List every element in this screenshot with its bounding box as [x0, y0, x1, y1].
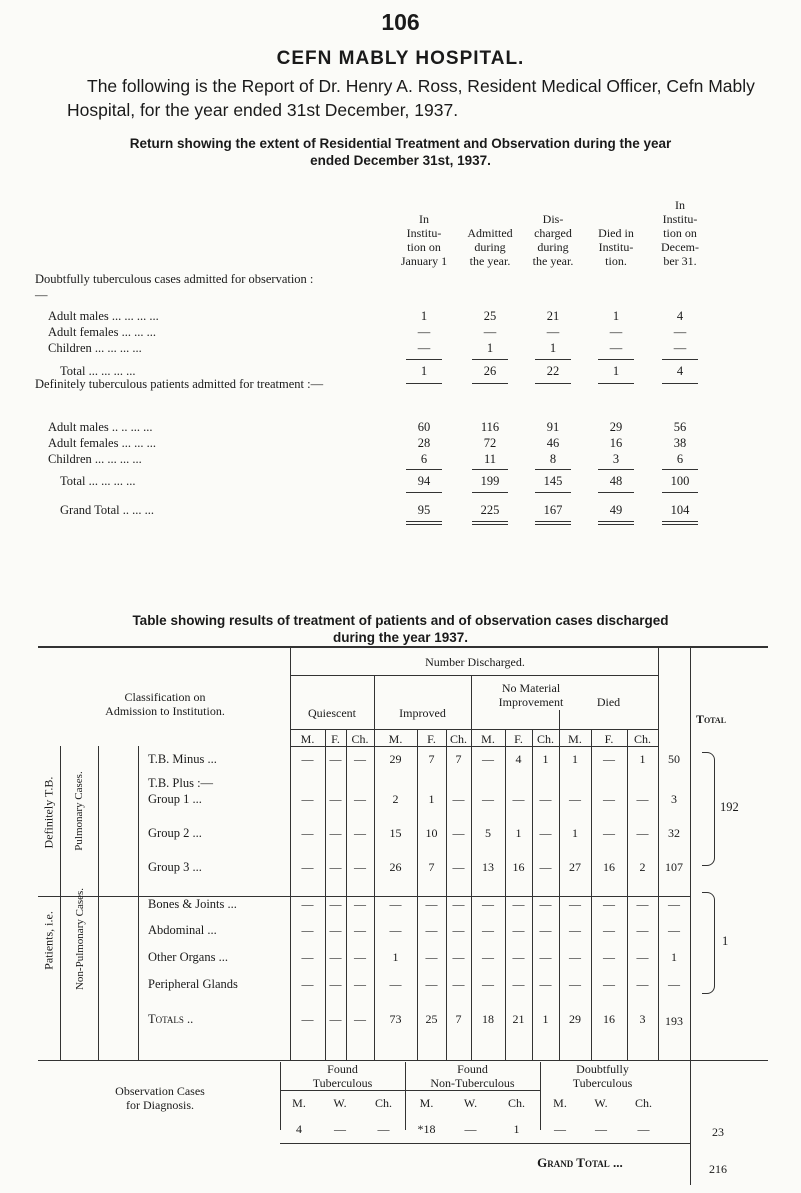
definite-row-label: Adult males .. .. ... ... [48, 420, 153, 434]
row-value: — [539, 977, 552, 991]
return-col-header: Dis- charged during the year. [532, 212, 574, 268]
row-value: — [539, 860, 552, 874]
row-value: — [512, 950, 525, 964]
totals-value: 18 [482, 1012, 494, 1026]
row-value: — [354, 923, 366, 937]
definite-row-value: 38 [673, 436, 687, 450]
definite-row-value: 16 [609, 436, 623, 450]
return-title: Return showing the extent of Residential Treatment and Observation during the year ended December 31st, 1937. [129, 136, 672, 168]
rule [662, 492, 698, 493]
pulmonary-cases-label: Pulmonary Cases. [73, 771, 85, 851]
definite-total-value: 100 [670, 474, 690, 488]
definite-total-value: 94 [417, 474, 431, 488]
quiescent-header: Quiescent [308, 706, 356, 720]
doubtful-row-label: Adult males ... ... ... ... [48, 309, 159, 323]
obs-sub-header: Ch. [634, 1096, 652, 1110]
totals-value: 7 [455, 1012, 462, 1026]
row-label: T.B. Minus ... [148, 752, 217, 766]
row-value: — [603, 792, 615, 806]
row-value: — [329, 860, 342, 874]
row-value: — [425, 977, 438, 991]
row-value: 2 [392, 792, 399, 806]
row-value: — [452, 977, 465, 991]
sub-header: M. [568, 732, 582, 746]
row-label: Group 3 ... [148, 860, 202, 874]
grid-line [38, 1060, 768, 1061]
row-value: — [482, 977, 494, 991]
doubtful-row-value: — [673, 325, 687, 339]
totals-value: 29 [569, 1012, 581, 1026]
row-value: — [539, 897, 552, 911]
row-value: — [603, 897, 615, 911]
grid-line [290, 675, 658, 676]
row-value: — [569, 950, 581, 964]
rule [662, 359, 698, 360]
row-value: — [389, 897, 402, 911]
row-value: 16 [512, 860, 525, 874]
sub-header: F. [514, 732, 523, 746]
nonpulmonary-sum: 1 [722, 934, 729, 948]
row-value: — [329, 897, 342, 911]
row-value: 5 [485, 826, 491, 840]
totals-value: 21 [512, 1012, 525, 1026]
doubtful-row-value: 1 [486, 341, 494, 355]
definite-row-value: 28 [417, 436, 431, 450]
sub-header: Ch. [351, 732, 369, 746]
found-tb-header: Tuberculous [312, 1076, 373, 1090]
found-non-header: Non-Tuberculous [430, 1076, 515, 1090]
row-value: — [329, 950, 342, 964]
definite-row-value: 6 [676, 452, 684, 466]
obs-value: *18 [417, 1122, 436, 1136]
row-value: — [539, 792, 552, 806]
doubtful-row-value: 1 [420, 309, 428, 323]
grid-line [280, 1143, 690, 1144]
row-value: — [452, 923, 465, 937]
doubtful-row-value: 25 [483, 309, 497, 323]
rule [535, 492, 571, 493]
no-material-header: Improvement [498, 695, 564, 709]
obs-value: — [464, 1122, 477, 1136]
row-value: — [354, 826, 366, 840]
row-value: — [603, 826, 615, 840]
row-value: — [452, 826, 465, 840]
row-value: 26 [389, 860, 402, 874]
obs-total: 23 [712, 1125, 724, 1139]
obs-sub-header: M. [419, 1096, 434, 1110]
rule [535, 383, 571, 384]
row-value: 4 [515, 752, 522, 766]
definitely-tb-label: Definitely T.B. [41, 776, 56, 849]
rule [662, 469, 698, 470]
row-value: — [301, 923, 314, 937]
sub-header: F. [604, 732, 614, 746]
definite-total-label: Total ... ... ... ... [60, 474, 136, 488]
rule [472, 383, 508, 384]
row-label: Peripheral Glands [148, 977, 238, 991]
definite-heading: Definitely tuberculous patients admitted for treatment :— [35, 377, 324, 391]
obs-value: — [554, 1122, 566, 1136]
definite-total-value: 145 [543, 474, 563, 488]
row-value: — [482, 792, 494, 806]
row-value: 1 [428, 792, 435, 806]
definite-row-value: 46 [546, 436, 560, 450]
page-number: 106 [381, 9, 420, 35]
obs-value: — [595, 1122, 607, 1136]
no-material-header: No Material [501, 681, 561, 695]
row-value: 16 [603, 860, 615, 874]
row-value: — [636, 923, 649, 937]
row-value: 1 [515, 826, 522, 840]
doubtful-row-value: 1 [549, 341, 557, 355]
row-value: — [329, 792, 342, 806]
rule [598, 359, 634, 360]
row-label: Abdominal ... [148, 923, 217, 937]
totals-value: 25 [425, 1012, 438, 1026]
doubtful-row-value: — [483, 325, 497, 339]
row-total: — [668, 977, 680, 991]
definite-row-value: 116 [480, 420, 500, 434]
obs-sub-header: M. [292, 1096, 306, 1110]
grid-line [690, 648, 691, 940]
row-value: — [301, 752, 314, 766]
row-value: — [354, 752, 366, 766]
row-value: — [301, 977, 314, 991]
row-value: — [603, 752, 615, 766]
totals-label: Totals .. [148, 1012, 194, 1026]
obs-value: — [637, 1122, 650, 1136]
hospital-title: CEFN MABLY HOSPITAL. [276, 48, 525, 69]
rule [472, 524, 508, 525]
doubtfully-header: Doubtfully [576, 1062, 629, 1076]
row-value: — [603, 923, 615, 937]
obs-value: — [377, 1122, 390, 1136]
grid-line [60, 746, 61, 1060]
obs-sub-header: W. [463, 1096, 478, 1110]
row-value: — [636, 950, 649, 964]
rule [598, 383, 634, 384]
obs-value: 4 [296, 1122, 302, 1136]
row-total: 32 [668, 826, 680, 840]
definite-row-value: 29 [609, 420, 623, 434]
row-value: — [482, 897, 494, 911]
grand-total-value: 216 [709, 1162, 727, 1176]
found-non-header: Found [457, 1062, 488, 1076]
grid-line [138, 746, 139, 1060]
observation-label: Observation Cases [115, 1084, 205, 1098]
row-value: — [354, 792, 366, 806]
definite-total-value: 199 [480, 474, 500, 488]
totals-value: 3 [639, 1012, 646, 1026]
row-value: — [329, 923, 342, 937]
row-value: 29 [389, 752, 402, 766]
pulmonary-sum: 192 [720, 800, 739, 814]
definite-row-value: 91 [546, 420, 560, 434]
obs-sub-header: W. [594, 1096, 608, 1110]
row-value: — [354, 860, 366, 874]
row-value: 1 [572, 826, 578, 840]
definite-row-value: 56 [673, 420, 687, 434]
return-col-header: Died in Institu- tion. [598, 226, 634, 268]
doubtful-row-value: 1 [612, 309, 620, 323]
rule [662, 383, 698, 384]
rule [598, 492, 634, 493]
doubtful-row-label: Children ... ... ... ... [48, 341, 142, 355]
pulmonary-brace [702, 752, 715, 866]
row-value: — [603, 950, 615, 964]
row-value: — [389, 923, 402, 937]
rule [406, 492, 442, 493]
row-value: — [389, 977, 402, 991]
table2-title: Table showing results of treatment of patients and of observation cases discharged during the year 1937. [132, 613, 669, 645]
row-value: — [512, 923, 525, 937]
row-value: — [354, 897, 366, 911]
doubtful-total-value: 1 [612, 364, 620, 378]
row-value: — [569, 923, 581, 937]
number-discharged-header: Number Discharged. [425, 655, 525, 669]
rule [472, 521, 508, 522]
row-value: — [301, 897, 314, 911]
row-value: — [539, 923, 552, 937]
row-label: T.B. Plus :— [148, 776, 214, 790]
row-total: — [668, 897, 680, 911]
totals-value: 16 [603, 1012, 615, 1026]
doubtful-row-label: Adult females ... ... ... [48, 325, 156, 339]
row-value: — [482, 950, 494, 964]
totals-value: 73 [389, 1012, 402, 1026]
return-col-header: Admitted during the year. [467, 226, 513, 268]
row-value: 7 [455, 752, 462, 766]
row-value: — [539, 950, 552, 964]
obs-sub-header: M. [553, 1096, 567, 1110]
row-label: Group 1 ... [148, 792, 202, 806]
rule [535, 524, 571, 525]
row-value: — [425, 897, 438, 911]
rule [662, 521, 698, 522]
improved-header: Improved [399, 706, 446, 720]
intro-paragraph: The following is the Report of Dr. Henry A. Ross, Resident Medical Officer, Cefn Mably Hospital, for the year ended 31st December, 1937. [67, 76, 755, 120]
obs-sub-header: W. [333, 1096, 347, 1110]
row-value: — [329, 752, 342, 766]
row-value: — [354, 950, 366, 964]
doubtful-row-value: — [546, 325, 560, 339]
rule [535, 521, 571, 522]
grand-total-value: 49 [609, 503, 623, 517]
return-col-header: In Institu- tion on January 1 [400, 212, 448, 268]
classification-header: Classification on [124, 690, 206, 704]
row-value: 7 [428, 752, 435, 766]
doubtful-row-value: — [417, 341, 431, 355]
rule [472, 359, 508, 360]
definite-row-value: 11 [483, 452, 497, 466]
grid-line [690, 940, 691, 1185]
rule [406, 469, 442, 470]
totals-value: — [329, 1012, 342, 1026]
rule [472, 469, 508, 470]
grand-total-value: 104 [670, 503, 690, 517]
row-value: — [329, 826, 342, 840]
doubtful-total-value: 22 [546, 364, 560, 378]
doubtful-row-value: 21 [546, 309, 560, 323]
row-total: 1 [671, 950, 677, 964]
row-label: Bones & Joints ... [148, 897, 237, 911]
totals-total: 193 [665, 1014, 683, 1028]
row-value: — [636, 897, 649, 911]
row-value: 2 [639, 860, 646, 874]
row-value: — [482, 752, 494, 766]
definite-row-value: 3 [612, 452, 620, 466]
sub-header: M. [300, 732, 315, 746]
rule [598, 521, 634, 522]
definite-total-value: 48 [609, 474, 623, 488]
obs-sub-header: Ch. [507, 1096, 525, 1110]
row-value: — [354, 977, 366, 991]
doubtfully-header: Tuberculous [572, 1076, 633, 1090]
return-col-header: In Institu- tion on Decem- ber 31. [661, 198, 699, 268]
row-total: 107 [665, 860, 683, 874]
definite-row-label: Adult females ... ... ... [48, 436, 156, 450]
doubtful-row-value: — [673, 341, 687, 355]
rule [472, 492, 508, 493]
sub-header: M. [388, 732, 403, 746]
sub-header: Ch. [536, 732, 554, 746]
obs-value: 1 [513, 1122, 520, 1136]
found-tb-header: Found [327, 1062, 358, 1076]
rule [535, 359, 571, 360]
sub-header: F. [331, 732, 340, 746]
row-value: — [482, 923, 494, 937]
row-value: — [301, 792, 314, 806]
observation-label: for Diagnosis. [126, 1098, 194, 1112]
definite-row-label: Children ... ... ... ... [48, 452, 142, 466]
grand-total-label: Grand Total ... [537, 1155, 623, 1170]
row-value: — [636, 792, 649, 806]
row-value: — [452, 897, 465, 911]
grid-line [98, 746, 99, 1060]
row-value: — [425, 950, 438, 964]
row-value: — [569, 792, 581, 806]
sub-header: Ch. [633, 732, 651, 746]
row-value: 1 [639, 752, 646, 766]
non-pulmonary-cases-label: Non-Pulmonary Cases. [74, 887, 86, 991]
row-total: — [668, 923, 680, 937]
doubtful-row-value: 4 [676, 309, 684, 323]
grand-total-value: 225 [480, 503, 500, 517]
obs-value: — [334, 1122, 346, 1136]
rule [406, 524, 442, 525]
grand-total-label: Grand Total .. ... ... [60, 503, 155, 517]
row-value: — [512, 977, 525, 991]
patients-ie-label: Patients, i.e. [41, 911, 56, 970]
rule [598, 524, 634, 525]
totals-value: — [354, 1012, 366, 1026]
classification-header: Admission to Institution. [105, 704, 225, 718]
row-total: 50 [668, 752, 680, 766]
row-value: — [301, 950, 314, 964]
row-value: — [425, 923, 438, 937]
row-value: — [452, 792, 465, 806]
row-value: — [539, 826, 552, 840]
rule [598, 469, 634, 470]
total-header: Total [695, 712, 727, 726]
row-total: 3 [671, 792, 677, 806]
row-value: 10 [425, 826, 438, 840]
row-value: 15 [389, 826, 402, 840]
row-value: — [301, 860, 314, 874]
definite-row-value: 6 [420, 452, 428, 466]
sub-header: F. [427, 732, 436, 746]
doubtful-row-value: — [417, 325, 431, 339]
doubtful-total-label: Total ... ... ... ... [60, 364, 136, 378]
rule [535, 469, 571, 470]
doubtful-row-value: — [609, 325, 623, 339]
rule [406, 383, 442, 384]
row-value: — [569, 897, 581, 911]
row-value: 1 [572, 752, 578, 766]
doubtful-total-value: 1 [420, 364, 428, 378]
rule [406, 359, 442, 360]
row-value: 27 [569, 860, 581, 874]
row-value: 7 [428, 860, 435, 874]
doubtful-heading: Doubtfully tuberculous cases admitted for observation :— [35, 272, 314, 302]
doubtful-total-value: 4 [676, 364, 684, 378]
sub-header: Ch. [449, 732, 467, 746]
row-value: — [603, 977, 615, 991]
row-value: — [329, 977, 342, 991]
definite-row-value: 8 [549, 452, 557, 466]
row-value: — [512, 792, 525, 806]
doubtful-total-value: 26 [483, 364, 497, 378]
row-value: 1 [392, 950, 399, 964]
grand-total-value: 167 [543, 503, 563, 517]
grand-total-value: 95 [417, 503, 431, 517]
row-label: Other Organs ... [148, 950, 228, 964]
row-label: Group 2 ... [148, 826, 202, 840]
sub-header: M. [481, 732, 495, 746]
row-value: — [301, 826, 314, 840]
obs-sub-header: Ch. [374, 1096, 392, 1110]
doubtful-row-value: — [609, 341, 623, 355]
rule [662, 524, 698, 525]
totals-value: 1 [542, 1012, 549, 1026]
definite-row-value: 72 [483, 436, 497, 450]
row-value: — [636, 977, 649, 991]
rule [406, 521, 442, 522]
row-value: — [452, 950, 465, 964]
nonpulmonary-brace [702, 892, 715, 994]
row-value: 13 [482, 860, 494, 874]
row-value: 1 [542, 752, 549, 766]
row-value: — [569, 977, 581, 991]
totals-value: — [301, 1012, 314, 1026]
died-header: Died [596, 695, 621, 709]
row-value: — [512, 897, 525, 911]
row-value: — [636, 826, 649, 840]
definite-row-value: 60 [417, 420, 431, 434]
row-value: — [452, 860, 465, 874]
